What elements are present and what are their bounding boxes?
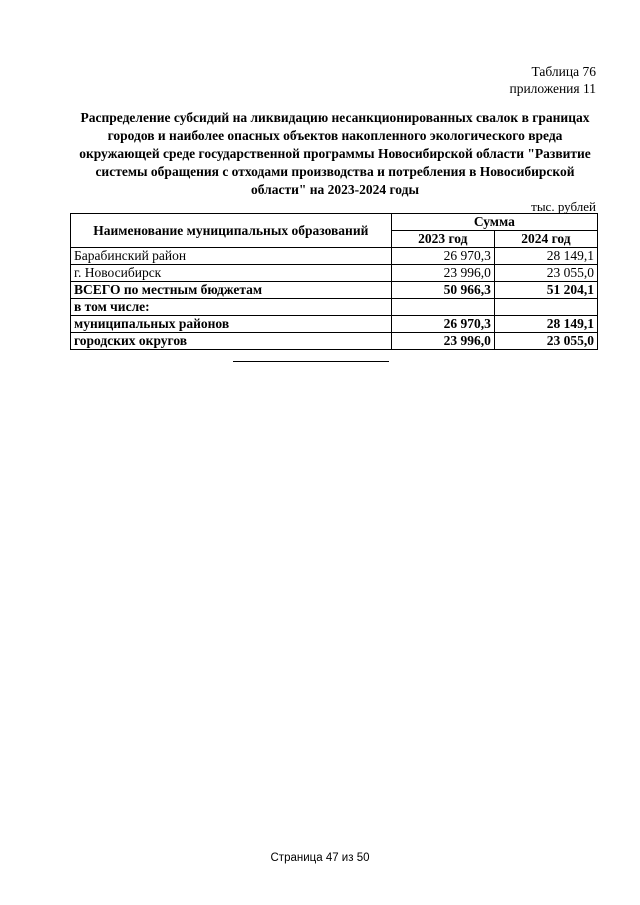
separator-line [233,361,389,362]
column-header-2024: 2024 год [494,231,597,248]
row-value-2024: 23 055,0 [494,333,597,350]
row-value-2024 [494,299,597,316]
row-value-2023: 23 996,0 [391,265,494,282]
column-header-sum: Сумма [391,214,597,231]
row-value-2024: 28 149,1 [494,248,597,265]
table-row-subtotal [71,333,598,350]
row-name: муниципальных районов [71,316,392,333]
page-number: Страница 47 из 50 [270,852,370,864]
row-name: Барабинский район [71,248,392,265]
row-value-2023: 26 970,3 [391,316,494,333]
table-row-subtotal [71,316,598,333]
row-value-2024: 28 149,1 [494,316,597,333]
table-row [71,248,598,265]
table-row-including [71,299,598,316]
row-value-2024: 51 204,1 [494,282,597,299]
document-title: Распределение субсидий на ликвидацию несанкционированных свалок в границах городов и наиболее опасных объектов накопленного экологического вреда окружающей среде государственной программы Новосибирской области "Развитие системы обращения с отходами производства и потребления в Новосибирской области" на 2023-2024 годы [79,110,591,197]
row-name: городских округов [71,333,392,350]
table-row-total [71,282,598,299]
row-name: г. Новосибирск [71,265,392,282]
row-value-2023 [391,299,494,316]
table-row [71,265,598,282]
row-value-2023: 23 996,0 [391,333,494,350]
appendix-number: приложения 11 [509,81,596,96]
subsidy-table [70,213,598,350]
column-header-name: Наименование муниципальных образований [71,214,392,248]
column-header-2023: 2023 год [391,231,494,248]
table-number: Таблица 76 [531,64,596,79]
table-reference [509,63,596,97]
row-value-2023: 50 966,3 [391,282,494,299]
row-value-2024: 23 055,0 [494,265,597,282]
row-value-2023: 26 970,3 [391,248,494,265]
row-name: ВСЕГО по местным бюджетам [71,282,392,299]
row-name: в том числе: [71,299,392,316]
units-label: тыс. рублей [531,199,596,214]
